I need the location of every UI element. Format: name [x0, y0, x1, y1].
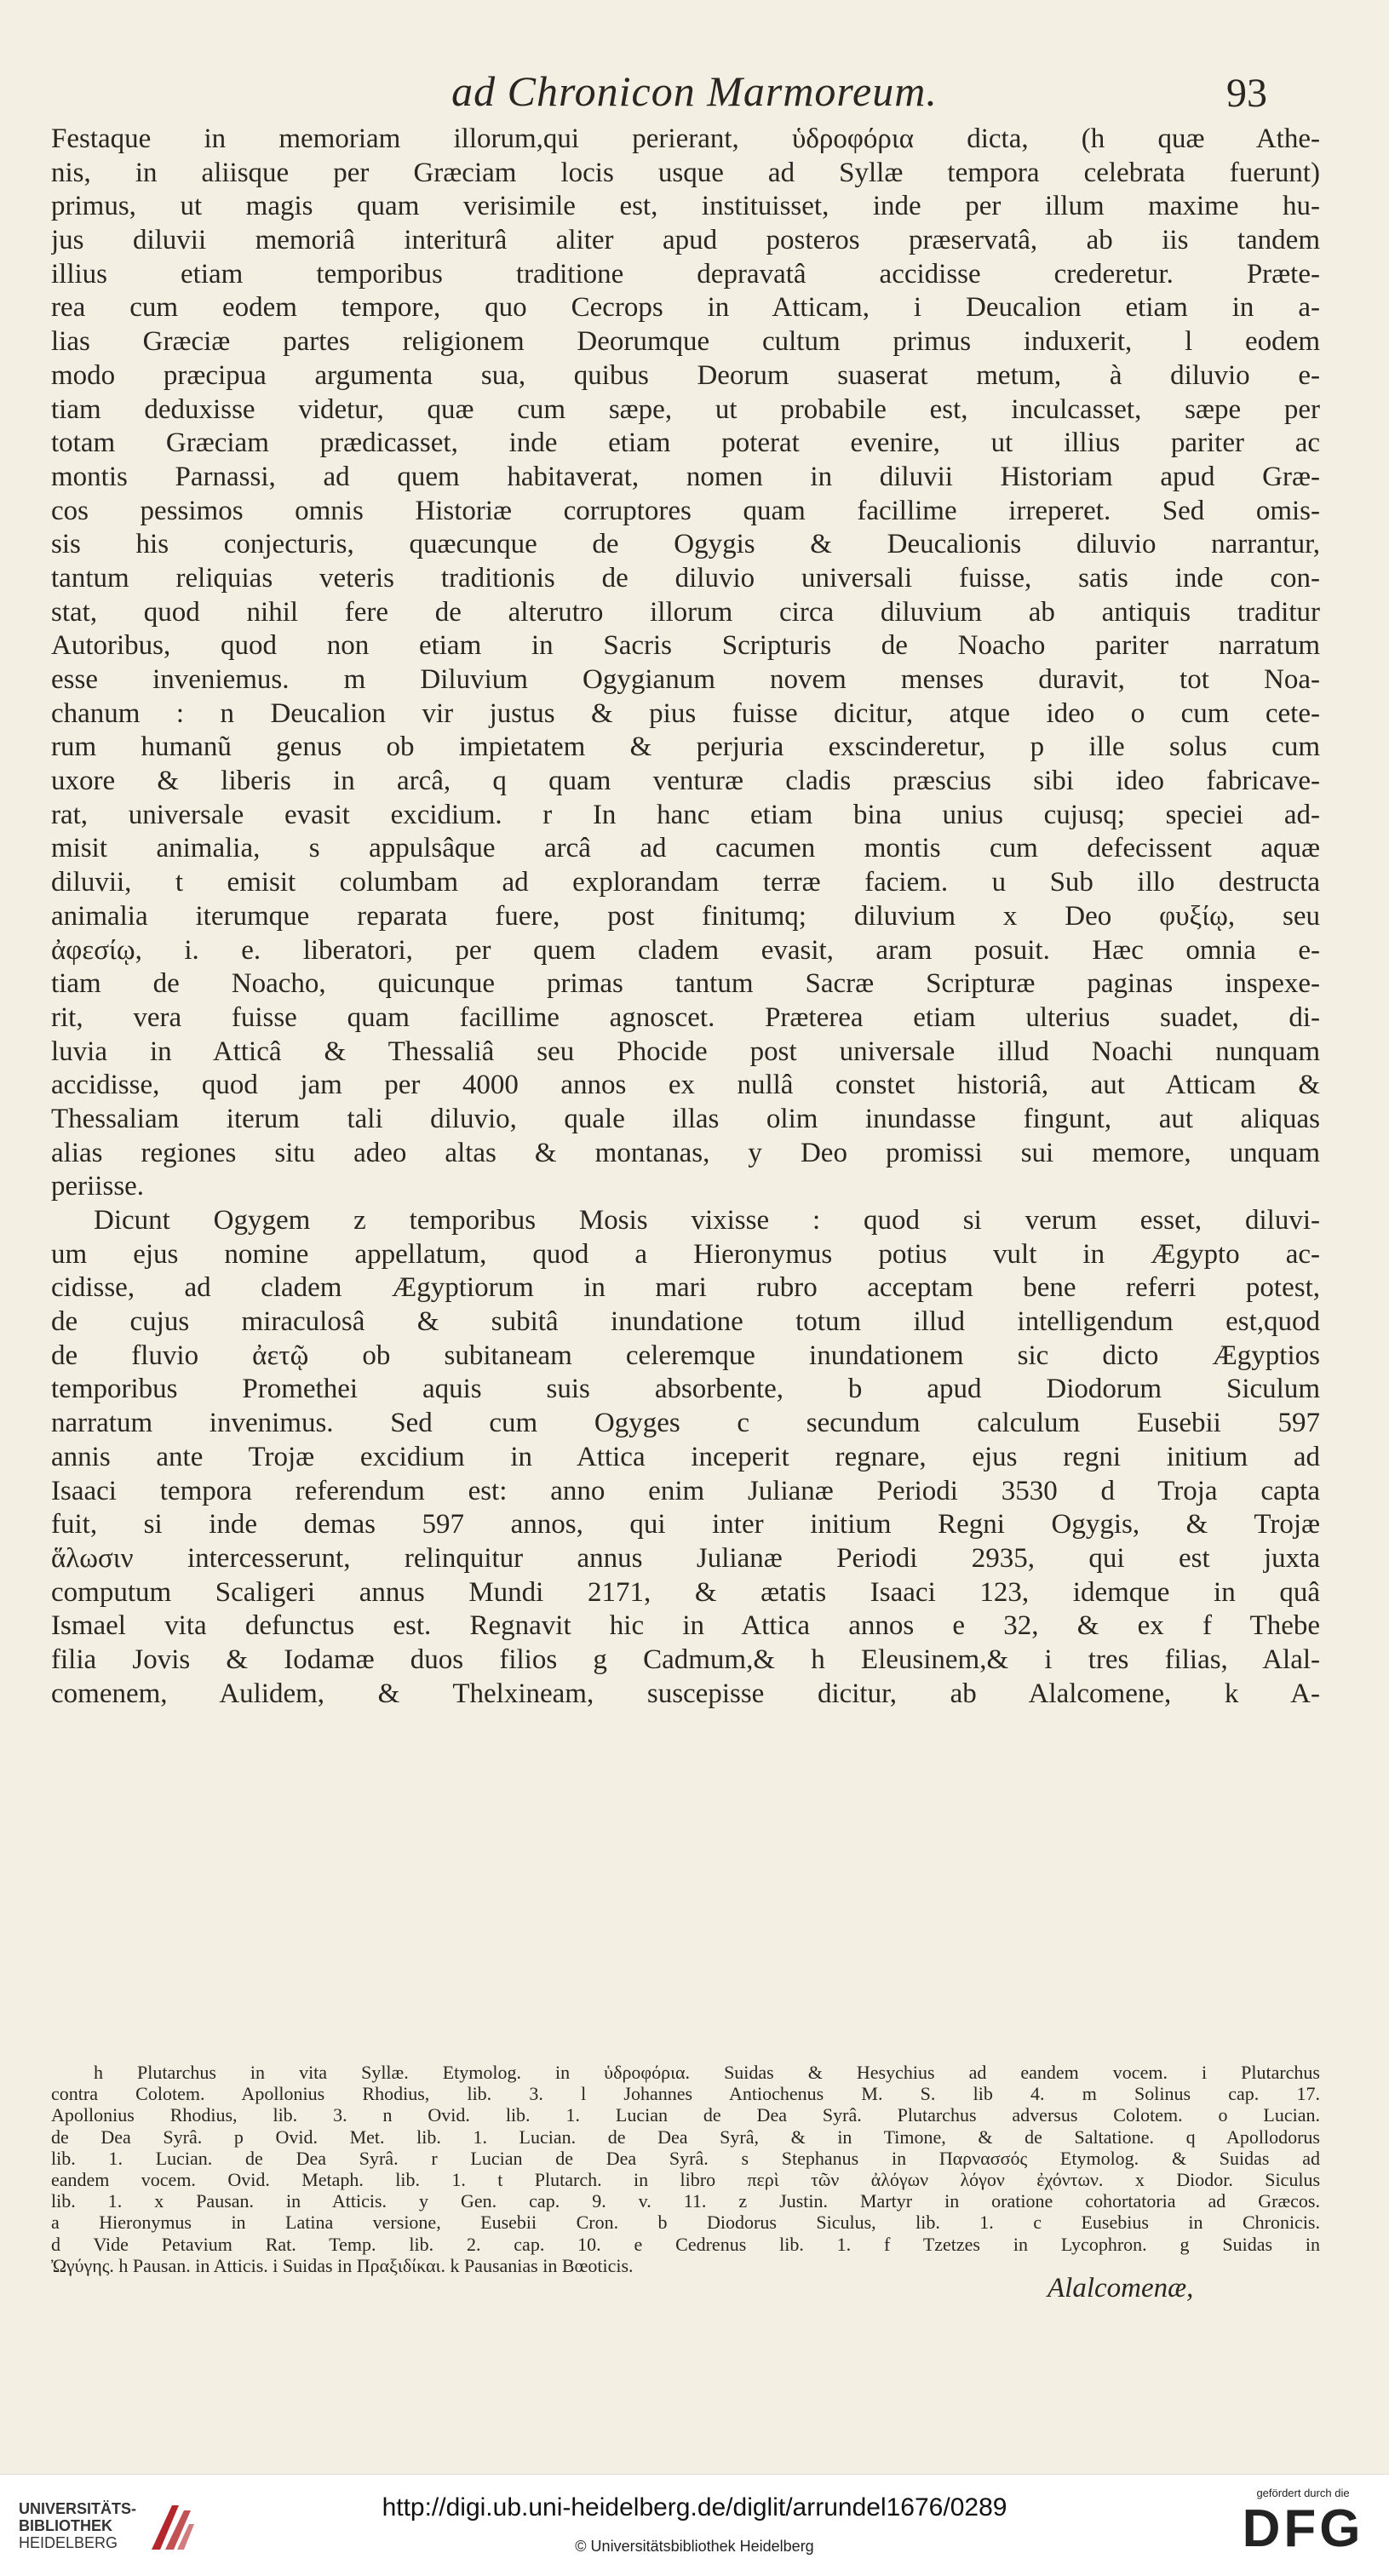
footnote-line: a Hieronymus in Latina versione, Eusebii Cron. b Diodorus Siculus, lib. 1. c Eusebius in Chronicis.: [51, 2212, 1320, 2234]
text-line: primus, ut magis quam verisimile est, instituisset, inde per illum maxime hu-: [51, 191, 1320, 222]
permalink-url[interactable]: http://digi.ub.uni-heidelberg.de/diglit/arrundel1676/0289: [382, 2493, 1007, 2521]
text-line: rit, vera fuisse quam facillime agnoscet. Præterea etiam ulterius suadet, di-: [51, 1001, 1320, 1033]
page-number: 93: [1226, 71, 1267, 116]
library-name-line-2: BIBLIOTHEK: [19, 2517, 112, 2534]
text-line: sis his conjecturis, quæcunque de Ogygis & Deucalionis diluvio narrantur,: [51, 529, 1320, 560]
footnotes-block: [51, 2062, 1320, 2276]
text-line: nis, in aliisque per Græciam locis usque ad Syllæ tempora celebrata fuerunt): [51, 157, 1320, 188]
text-line: cos pessimos omnis Historiæ corruptores quam facillime irreperet. Sed omis-: [51, 495, 1320, 526]
footnote-line: d Vide Petavium Rat. Temp. lib. 2. cap. 10. e Cedrenus lib. 1. f Tzetzes in Lycophron. g Suidas in: [51, 2233, 1320, 2255]
text-line: de fluvio ἀετῷ ob subitaneam celeremque inundationem sic dicto Ægyptios: [51, 1340, 1320, 1371]
text-line: filia Jovis & Iodamæ duos filios g Cadmum,& h Eleusinem,& i tres filias, Alal-: [51, 1644, 1320, 1675]
text-line: Thessaliam iterum tali diluvio, quale illas olim inundasse fingunt, aut aliquas: [51, 1103, 1320, 1134]
text-line: misit animalia, s appulsâque arcâ ad cacumen montis cum defecissent aquæ: [51, 833, 1320, 864]
text-line: cidisse, ad cladem Ægyptiorum in mari rubro acceptam bene referri potest,: [51, 1272, 1320, 1304]
text-line: periisse.: [51, 1171, 145, 1202]
text-line: tiam deduxisse videtur, quæ cum sæpe, ut probabile est, inculcasset, sæpe per: [51, 393, 1320, 425]
text-line: rum humanũ genus ob impietatem & perjuria exscinderetur, p ille solus cum: [51, 731, 1320, 763]
text-line: tantum reliquias veteris traditionis de diluvio universali fuisse, satis inde con-: [51, 562, 1320, 594]
footnote-line: contra Colotem. Apollonius Rhodius, lib. 3. l Johannes Antiochenus M. S. lib 4. m Solinus cap. 17.: [51, 2083, 1320, 2105]
catchword: Alalcomenæ,: [1047, 2273, 1194, 2303]
text-line: illius etiam temporibus traditione depravatâ accidisse crederetur. Præte-: [51, 258, 1320, 290]
text-line: rea cum eodem tempore, quo Cecrops in Atticam, i Deucalion etiam in a-: [51, 292, 1320, 324]
text-line: tiam de Noacho, quicunque primas tantum Sacræ Scripturæ paginas inspexe-: [51, 968, 1320, 1000]
footnote-line: Apollonius Rhodius, lib. 3. n Ovid. lib. 1. Lucian de Dea Syrâ. Plutarchus adversus Colotem. o Lucian.: [51, 2104, 1320, 2126]
main-text-block: [51, 123, 1320, 1711]
copyright-notice: © Universitätsbibliothek Heidelberg: [575, 2538, 814, 2555]
dfg-funder-logo[interactable]: [1231, 2487, 1375, 2565]
text-line: Dicunt Ogygem z temporibus Mosis vixisse : quod si verum esset, diluvi-: [94, 1205, 1320, 1236]
text-line: modo præcipua argumenta sua, quibus Deorum suaserat metum, à diluvio e-: [51, 359, 1320, 391]
text-line: esse inveniemus. m Diluvium Ogygianum novem menses duravit, tot Noa-: [51, 664, 1320, 695]
text-line: jus diluvii memoriâ interiturâ aliter apud posteros præservatâ, ab iis tandem: [51, 225, 1320, 256]
running-head: ad Chronicon Marmoreum.: [451, 67, 938, 115]
footnote-line: Ὠγύγης. h Pausan. in Atticis. i Suidas in Πραξιδίκαι. k Pausanias in Bœoticis.: [51, 2254, 634, 2276]
viewer-footer: [0, 2474, 1389, 2576]
text-line: ἅλωσιν intercesserunt, relinquitur annus Julianæ Periodi 2935, qui est juxta: [51, 1542, 1320, 1574]
funder-note: gefördert durch die: [1256, 2487, 1350, 2499]
text-line: fuit, si inde demas 597 annos, qui inter initium Regni Ogygis, & Trojæ: [51, 1509, 1320, 1540]
text-line: temporibus Promethei aquis suis absorbente, b apud Diodorum Siculum: [51, 1374, 1320, 1405]
text-line: Festaque in memoriam illorum,qui perierant, ὑδροφόρια dicta, (h quæ Athe-: [51, 123, 1320, 154]
library-name-line-1: UNIVERSITÄTS-: [19, 2500, 137, 2517]
text-line: animalia iterumque reparata fuere, post finitumq; diluvium x Deo φυξίῳ, seu: [51, 900, 1320, 932]
text-line: luvia in Atticâ & Thessaliâ seu Phocide post universale illud Noachi nunquam: [51, 1036, 1320, 1067]
text-line: stat, quod nihil fere de alterutro illorum circa diluvium ab antiquis traditur: [51, 596, 1320, 628]
footnote-line: de Dea Syrâ. p Ovid. Met. lib. 1. Lucian. de Dea Syrâ, & in Timone, & de Saltatione. q Apollodorus: [51, 2126, 1320, 2148]
text-line: lias Græciæ partes religionem Deorumque cultum primus induxerit, l eodem: [51, 326, 1320, 358]
text-line: totam Græciam prædicasset, inde etiam poterat evenire, ut illius pariter ac: [51, 427, 1320, 459]
footnote-line: eandem vocem. Ovid. Metaph. lib. 1. t Plutarch. in libro περὶ τῶν ἀλόγων λόγον ἐχόντων. x Diodor. Siculus: [51, 2168, 1320, 2190]
text-line: Isaaci tempora referendum est: anno enim Julianæ Periodi 3530 d Troja capta: [51, 1475, 1320, 1506]
footnote-line: h Plutarchus in vita Syllæ. Etymolog. in ὑδροφόρια. Suidas & Hesychius ad eandem vocem. i Plutarchus: [94, 2062, 1320, 2083]
footnote-line: lib. 1. Lucian. de Dea Syrâ. r Lucian de Dea Syrâ. s Stephanus in Παρνασσός Etymolog. & Suidas ad: [51, 2147, 1320, 2169]
text-line: ἀφεσίῳ, i. e. liberatori, per quem cladem evasit, aram posuit. Hæc omnia e-: [51, 934, 1320, 966]
text-line: diluvii, t emisit columbam ad explorandam terræ faciem. u Sub illo destructa: [51, 867, 1320, 898]
text-line: accidisse, quod jam per 4000 annos ex nullâ constet historiâ, aut Atticam &: [51, 1070, 1320, 1101]
dfg-logo-text: DFG: [1242, 2499, 1364, 2558]
text-line: alias regiones situ adeo altas & montanas, y Deo promissi sui memore, unquam: [51, 1137, 1320, 1168]
text-line: Autoribus, quod non etiam in Sacris Scripturis de Noacho pariter narratum: [51, 630, 1320, 662]
text-line: chanum : n Deucalion vir justus & pius fuisse dicitur, atque ideo o cum cete-: [51, 697, 1320, 729]
text-line: um ejus nomine appellatum, quod a Hieronymus potius vult in Ægypto ac-: [51, 1238, 1320, 1270]
text-line: montis Parnassi, ad quem habitaverat, nomen in diluvii Historiam apud Græ-: [51, 461, 1320, 492]
footnote-line: lib. 1. x Pausan. in Atticis. y Gen. cap. 9. v. 11. z Justin. Martyr in oratione cohortatoria ad Græcos.: [51, 2190, 1320, 2212]
text-line: de cujus miraculosâ & subitâ inundatione totum illud intelligendum est,quod: [51, 1306, 1320, 1338]
text-line: computum Scaligeri annus Mundi 2171, & ætatis Isaaci 123, idemque in quâ: [51, 1576, 1320, 1608]
library-name-line-3: HEIDELBERG: [19, 2534, 118, 2551]
text-line: rat, universale evasit excidium. r In hanc etiam bina unius cujusq; speciei ad-: [51, 799, 1320, 830]
text-line: comenem, Aulidem, & Thelxineam, suscepisse dicitur, ab Alalcomene, k A-: [51, 1678, 1320, 1709]
text-line: uxore & liberis in arcâ, q quam venturæ cladis præscius sibi ideo fabricave-: [51, 766, 1320, 797]
text-line: Ismael vita defunctus est. Regnavit hic in Attica annos e 32, & ex f Thebe: [51, 1610, 1320, 1642]
text-line: annis ante Trojæ excidium in Attica inceperit regnare, ejus regni initium ad: [51, 1441, 1320, 1472]
text-line: narratum invenimus. Sed cum Ogyges c secundum calculum Eusebii 597: [51, 1408, 1320, 1439]
